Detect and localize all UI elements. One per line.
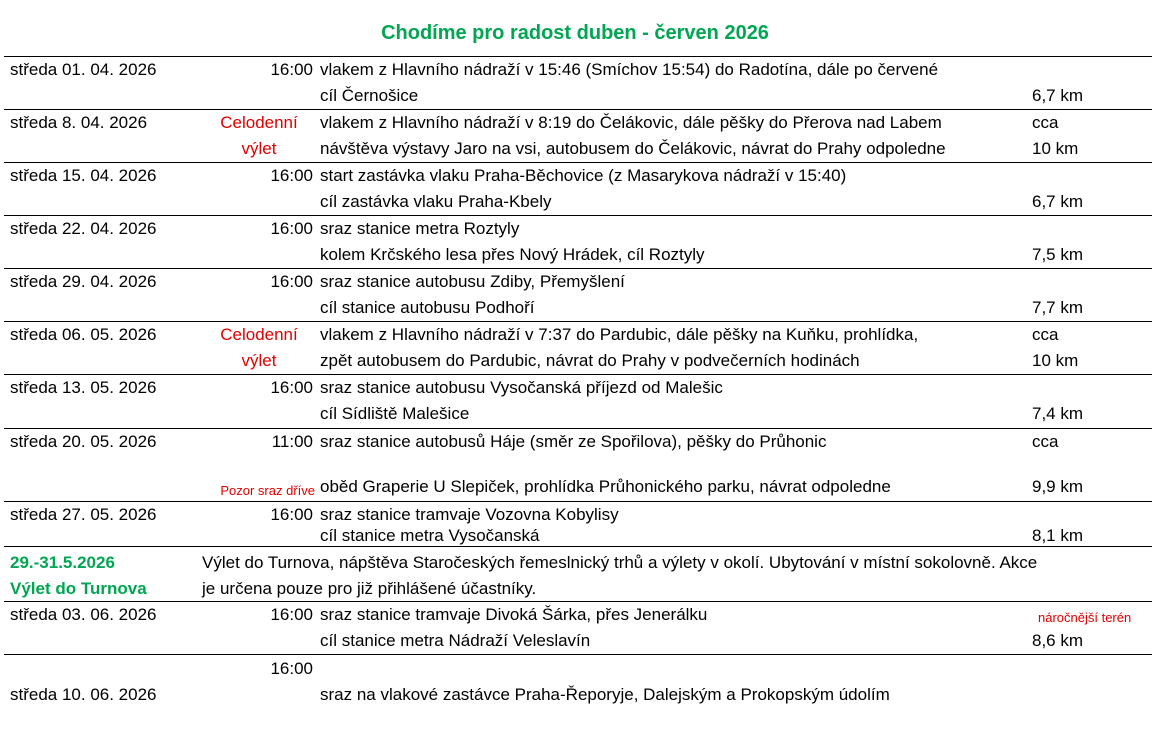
row-route-line2: návštěva výstavy Jaro na vsi, autobusem do Čelákovic, návrat do Prahy odpoledne <box>320 139 946 158</box>
table-row <box>4 215 1152 268</box>
row-distance: 7,7 km <box>1032 298 1084 317</box>
row-date: středa 20. 05. 2026 <box>10 432 157 451</box>
trip-description-line1: Výlet do Turnova, nápštěva Staročeských řemeslnický trhů a výlety v okolí. Ubytování v místní sokolovně. Akce <box>202 553 1038 572</box>
row-route-line2: cíl zastávka vlaku Praha-Kbely <box>320 192 552 211</box>
row-distance-prefix: cca <box>1032 113 1059 132</box>
row-date: středa 15. 04. 2026 <box>10 166 157 185</box>
row-time: 16:00 <box>270 505 313 524</box>
row-distance: 8,6 km <box>1032 631 1084 650</box>
row-route-line2: cíl stanice autobusu Podhoří <box>320 298 535 317</box>
row-distance: 9,9 km <box>1032 477 1084 496</box>
row-route-line1: sraz stanice autobusů Háje (směr ze Spořilova), pěšky do Průhonic <box>320 432 827 451</box>
row-date: středa 22. 04. 2026 <box>10 219 157 238</box>
row-route-line1: sraz stanice metra Roztyly <box>320 219 520 238</box>
table-row <box>4 162 1152 215</box>
page-title: Chodíme pro radost duben - červen 2026 <box>381 22 769 44</box>
row-note: Celodenní výlet <box>220 113 298 158</box>
row-terrain-note: náročnější terén <box>1038 610 1132 625</box>
row-distance: 10 km <box>1032 351 1079 370</box>
row-route-line1: sraz stanice autobusu Vysočanská příjezd od Malešic <box>320 378 723 397</box>
row-date: středa 8. 04. 2026 <box>10 113 148 132</box>
trip-dates: 29.-31.5.2026 <box>10 553 115 572</box>
row-note: Celodenní výlet <box>220 325 298 370</box>
row-route-line1: vlakem z Hlavního nádraží v 8:19 do Čelákovic, dále pěšky do Přerova nad Labem <box>320 113 942 132</box>
row-time: 16:00 <box>270 272 313 291</box>
row-route-line1: vlakem z Hlavního nádraží v 15:46 (Smíchov 15:54) do Radotína, dále po červené <box>320 60 939 79</box>
row-time: 16:00 <box>270 605 313 624</box>
table-row <box>4 501 1152 546</box>
table-row <box>4 428 1152 501</box>
row-distance: 6,7 km <box>1032 86 1084 105</box>
row-distance-prefix: cca <box>1032 432 1059 451</box>
table-row-trip <box>4 546 1152 601</box>
row-time: 16:00 <box>270 659 313 678</box>
table-row <box>4 56 1152 109</box>
row-distance: 6,7 km <box>1032 192 1084 211</box>
row-date: středa 27. 05. 2026 <box>10 505 157 524</box>
row-route-line2: cíl stanice metra Vysočanská <box>320 526 540 545</box>
row-route-line2: zpět autobusem do Pardubic, návrat do Prahy v podvečerních hodinách <box>320 351 860 370</box>
table-row <box>4 654 1152 715</box>
row-time: 16:00 <box>270 219 313 238</box>
row-time: 16:00 <box>270 60 313 79</box>
row-route-line1: sraz stanice tramvaje Vozovna Kobylisy <box>320 505 619 524</box>
row-distance: 10 km <box>1032 139 1079 158</box>
row-time: 16:00 <box>270 378 313 397</box>
row-time: 16:00 <box>270 166 313 185</box>
row-date: středa 10. 06. 2026 <box>10 685 157 704</box>
row-route-line2: cíl stanice metra Nádraží Veleslavín <box>320 631 591 650</box>
row-date: středa 29. 04. 2026 <box>10 272 157 291</box>
row-date: středa 06. 05. 2026 <box>10 325 157 344</box>
row-route-line2: sraz na vlakové zastávce Praha-Řeporyje, Dalejským a Prokopským údolím <box>320 685 890 704</box>
row-route-line1: sraz stanice autobusu Zdiby, Přemyšlení <box>320 272 625 291</box>
row-route-line2: cíl Černošice <box>320 86 419 105</box>
row-route-line1: sraz stanice tramvaje Divoká Šárka, přes Jenerálku <box>320 605 708 624</box>
row-distance: 8,1 km <box>1032 526 1084 545</box>
row-time: 11:00 <box>271 432 313 451</box>
table-row <box>4 374 1152 428</box>
row-route-line2: oběd Graperie U Slepiček, prohlídka Průhonického parku, návrat odpoledne <box>320 477 891 496</box>
trip-description-line2: je určena pouze pro již přihlášené účastníky. <box>202 579 537 598</box>
table-row <box>4 321 1152 374</box>
row-distance: 7,4 km <box>1032 404 1084 423</box>
row-date: středa 03. 06. 2026 <box>10 605 157 624</box>
table-row <box>4 268 1152 321</box>
row-route-line1: vlakem z Hlavního nádraží v 7:37 do Pardubic, dále pěšky na Kuňku, prohlídka, <box>320 325 919 344</box>
trip-name: Výlet do Turnova <box>10 579 147 598</box>
row-route-line1: start zastávka vlaku Praha-Běchovice (z Masarykova nádraží v 15:40) <box>320 166 847 185</box>
row-route-line2: cíl Sídliště Malešice <box>320 404 470 423</box>
row-distance-prefix: cca <box>1032 325 1059 344</box>
row-distance: 7,5 km <box>1032 245 1084 264</box>
table-row <box>4 109 1152 162</box>
row-warning-note: Pozor sraz dříve <box>220 483 315 498</box>
row-date: středa 01. 04. 2026 <box>10 60 157 79</box>
row-route-line2: kolem Krčského lesa přes Nový Hrádek, cíl Roztyly <box>320 245 705 264</box>
row-date: středa 13. 05. 2026 <box>10 378 157 397</box>
table-row <box>4 601 1152 654</box>
